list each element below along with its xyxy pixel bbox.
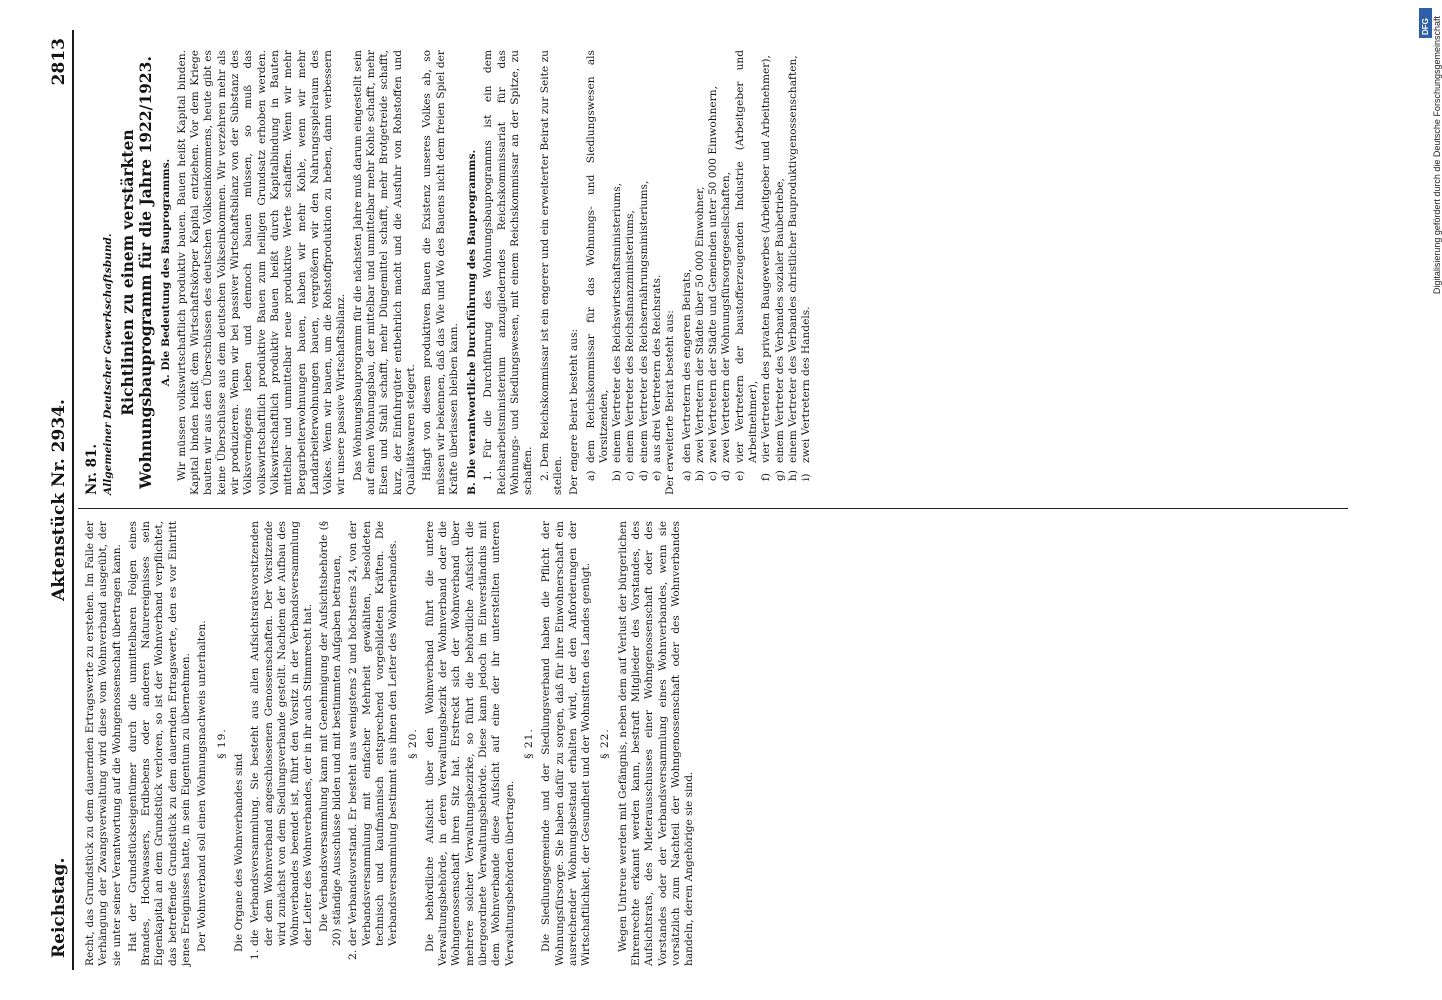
page-number: 2813 bbox=[48, 38, 69, 86]
list-label: a) bbox=[680, 470, 693, 481]
paragraph: Hängt von diesem produktiven Bauen die Existenz unseres Volkes ab, so müssen wir bekennen, daß das Wie und Wo des Bauens nicht dem freien Spiel der Kräfte überlassen bleiben kann. bbox=[421, 50, 460, 495]
paragraph: Das Wohnungsbauprogramm für die nächsten Jahre muß darum eingestellt sein auf einen Wohnungsbau, der mittelbar und unmittelbar mehr Kohle schafft, mehr Eisen und Stahl schafft, mehr Düngemittel schafft, mehr Brotgetreide schafft, kurz, der Einfuhrgüter entbehrlich macht und die Ausfuhr von Rohstoffen und Qualitätswaren steigert. bbox=[351, 50, 417, 495]
list-intro: Der engere Beirat besteht aus: bbox=[568, 328, 581, 495]
engerer-beirat-list bbox=[585, 50, 665, 495]
list-item bbox=[734, 50, 761, 495]
sidebar-strip bbox=[1418, 6, 1442, 966]
list-label: a) bbox=[584, 470, 597, 481]
list-item bbox=[651, 50, 664, 495]
list-label: e) bbox=[650, 470, 663, 481]
list-item bbox=[638, 50, 651, 495]
section-heading: § 19. bbox=[215, 728, 228, 759]
list-item bbox=[707, 50, 720, 495]
list-text: zwei Vertretern des Handels. bbox=[800, 306, 813, 463]
section-heading: B. Die verantwortliche Durchführung des Bauprogramms. bbox=[466, 149, 479, 495]
header-center: Aktenstück Nr. 2934. bbox=[48, 399, 69, 601]
list-item bbox=[611, 50, 624, 495]
list-text: aus drei Vertretern des Reichsrats. bbox=[650, 274, 663, 463]
list-label: d) bbox=[720, 470, 733, 481]
paragraph: Die Verbandsversammlung kann mit Genehmigung der Aufsichtsbehörde (§ 20) ständige Ausschüsse bilden und mit bestimmten Aufgaben betrauen, bbox=[317, 521, 344, 946]
list-item bbox=[624, 50, 637, 495]
organization-name: Allgemeiner Deutscher Gewerkschaftsbund. bbox=[102, 233, 115, 495]
list-label: 1. bbox=[249, 949, 262, 960]
paragraph: Wegen Untreue werden mit Gefängnis, neben dem auf Verlust der bürgerlichen Ehrenrechte erkannt werden kann, bestraft Mitglieder des Vorstandes, des Aufsichtsrats, des Mieterausschusses einer Wohngenossenschaft oder des Vorstandes oder der Verbandsversammlung eines Wohnverbandes, wenn sie vorsätzlich zum Nachteil der Wohngenossenschaft oder des Wohnverbandes handeln, deren Angehörige sie sind. bbox=[616, 521, 696, 966]
list-text: einem Vertreter des Reichsernährungsministeriums, bbox=[637, 180, 650, 463]
header-left: Reichstag. bbox=[48, 857, 69, 958]
paragraph: 1. Für die Durchführung des Wohnungsbauprogramms ist ein dem Reichsarbeitsministerium anzugliederndes Reichskommissariat für das Wohnungs- und Siedlungswesen, mit einem Reichskommissar an der Spitze, zu schaffen. bbox=[482, 50, 535, 495]
list-text: zwei Vertretern der Städte und Gemeinden unter 50 000 Einwohnern, bbox=[707, 86, 720, 463]
column-divider bbox=[78, 508, 1348, 509]
paragraph: Die Organe des Wohnverbandes sind bbox=[232, 753, 245, 952]
list-item bbox=[249, 521, 315, 966]
list-item bbox=[347, 521, 400, 966]
section-heading: § 22. bbox=[599, 728, 612, 759]
list-text: die Verbandsversammlung. Sie besteht aus allen Aufsichtsratsvorsitzenden der dem Wohnverband angeschlossenen Genossenschaften. Der Vorsitzende wird zunächst von dem Siedlungsverbande gestellt. Nachdem der Aufbau des Wohnverbandes beendet ist, führt den Vorsitz in der Verbandsversammlung der Leiter des Wohnverbandes, der in ihr auch Stimmrecht hat. bbox=[249, 521, 315, 946]
list-text: einem Vertreter des Verbandes sozialer Baubetriebe, bbox=[773, 178, 786, 463]
paragraph: Hat der Grundstückseigentümer durch die unmittelbaren Folgen eines Brandes, Hochwassers, Erdbebens oder anderen Naturereignisses sein Eigenkapital an dem Grundstück verloren, so ist der Wohnverband verpflichtet, das betreffende Grundstück zu dem dauernden Ertragswerte, den es vor Eintritt jenes Ereignisses hatte, in sein Eigentum zu übernehmen. bbox=[126, 521, 193, 966]
list-item bbox=[800, 50, 813, 495]
document-number: Nr. 81. bbox=[84, 443, 100, 495]
right-column bbox=[84, 50, 1349, 495]
list-item bbox=[681, 50, 694, 495]
list-item bbox=[787, 50, 800, 495]
list-item bbox=[774, 50, 787, 495]
running-header bbox=[32, 30, 74, 970]
list-text: zwei Vertretern der Städte über 50 000 Einwohner, bbox=[693, 186, 706, 463]
section-heading: § 20. bbox=[406, 728, 419, 759]
paragraph: Die behördliche Aufsicht über den Wohnverband führt die untere Verwaltungsbehörde, in deren Verwaltungsbezirk der Wohnverband oder die Wohngenossenschaft ihren Sitz hat. Erstreckt sich der Wohnverband über mehrere solcher Verwaltungsbezirke, so führt die behördliche Aufsicht die übergeordnete Verwaltungsbehörde. Diese kann jedoch im Einverständnis mit dem Wohnverbande diese Aufsicht auf eine der ihr unterstellten unteren Verwaltungsbehörden übertragen. bbox=[423, 521, 516, 966]
list-label: c) bbox=[707, 470, 720, 481]
paragraph: Recht, das Grundstück zu dem dauernden Ertragswerte zu erstehen. Im Falle der Verhängung der Zwangsverwaltung wird diese vom Wohnverband ausgeübt, der sie unter seiner Verantwortung auf die Wohngenossenschaft übertragen kann. bbox=[84, 521, 123, 966]
list-text: einem Vertreter des Reichswirtschaftsministeriums, bbox=[611, 182, 624, 463]
list-item bbox=[760, 50, 773, 495]
list-item bbox=[694, 50, 707, 495]
list-label: c) bbox=[624, 470, 637, 481]
list-text: den Vertretern des engeren Beirats, bbox=[680, 268, 693, 463]
list-label: i) bbox=[800, 473, 813, 481]
paragraph: 2. Dem Reichskommissar ist ein engerer und ein erweiterter Beirat zur Seite zu stellen. bbox=[538, 50, 564, 495]
list-text: vier Vertretern der baustofferzeugenden Industrie (Arbeitgeber und Arbeitnehmer), bbox=[733, 50, 760, 463]
list-item bbox=[585, 50, 612, 495]
paragraph: Wir müssen volkswirtschaftlich produktiv bauen. Bauen heißt Kapital binden. Kapital binden heißt dem Wirtschaftskörper Kapital entziehen. Vor dem Kriege bauten wir aus den Überschüssen des deutschen Volkseinkommens, heute gibt es keine Überschüsse aus dem deutschen Volkseinkommen. Wir verzehren mehr als wir produzieren. Wenn wir bei passiver Wirtschaftsbilanz von der Substanz des Volksvermögens leben und dennoch bauen müssen, so muß das volkswirtschaftlich produktive Bauen zum heiligen Grundsatz erhoben werden. Volkswirtschaftlich produktiv Bauen heißt durch Kapitalbindung in Bauten mittelbar und unmittelbar neue produktive Werte schaffen. Wenn wir mehr Bergarbeiterwohnungen bauen, haben wir mehr Kohle, wenn wir mehr Landarbeiterwohnungen bauen, vergrößern wir den Nahrungsspielraum des Volkes. Wenn wir bauen, um die Rohstoffproduktion zu heben, dann verbessern wir unsere passive Wirtschaftsbilanz. bbox=[175, 50, 348, 495]
section-heading: § 21. bbox=[522, 728, 535, 759]
list-intro: Der erweiterte Beirat besteht aus: bbox=[664, 310, 677, 495]
section-heading: A. Die Bedeutung des Bauprogramms. bbox=[159, 158, 172, 387]
list-text: zwei Vertretern der Wohnungsfürsorgegesellschaften, bbox=[720, 171, 733, 463]
list-item bbox=[720, 50, 733, 495]
left-column bbox=[84, 521, 1349, 966]
list-label: f) bbox=[760, 472, 773, 481]
paragraph: Die Siedlungsgemeinde und der Siedlungsverband haben die Pflicht der Wohnungsfürsorge. Sie haben dafür zu sorgen, daß für ihre Einwohnerschaft ein ausreichender Wohnungsbestand erhalten wird, der den Anforderungen der Wirtschaftlichkeit, der Gesundheit und der Wohnsitten des Landes genügt. bbox=[540, 521, 593, 966]
document-page bbox=[32, 30, 1362, 970]
list-label: e) bbox=[733, 470, 746, 481]
list-label: d) bbox=[637, 470, 650, 481]
dfg-logo: DFG bbox=[1419, 8, 1432, 38]
funding-note: Digitalisierung gefördert durch die Deutsche Forschungsgemeinschaft bbox=[1432, 16, 1442, 295]
list-text: vier Vertretern des privaten Baugewerbes (Arbeitgeber und Arbeitnehmer), bbox=[760, 55, 773, 463]
list-text: der Verbandsvorstand. Er besteht aus wenigstens 2 und höchstens 24, von der Verbandsversammlung mit einfacher Mehrheit gewählten, besoldeten technisch und kaufmännisch entsprechend vorgebildeten Kräften. Die Verbandsversammlung bestimmt aus ihnen den Leiter des Wohnverbandes. bbox=[347, 521, 400, 946]
list-label: h) bbox=[786, 470, 799, 481]
list-label: b) bbox=[693, 470, 706, 481]
list-label: b) bbox=[611, 470, 624, 481]
list-text: einem Vertreter des Reichsfinanzministeriums, bbox=[624, 210, 637, 463]
list-label: 2. bbox=[347, 949, 360, 960]
paragraph: Der Wohnverband soll einen Wohnungsnachweis unterhalten. bbox=[196, 620, 209, 952]
document-title: Richtlinien zu einem verstärkten Wohnungsbauprogramm für die Jahre 1922/1923. bbox=[117, 56, 155, 489]
list-text: dem Reichskommissar für das Wohnungs- und Siedlungswesen als Vorsitzenden, bbox=[584, 50, 610, 463]
list-text: einem Vertreter des Verbandes christlicher Bauproduktivgenossenschaften, bbox=[786, 55, 799, 463]
list-label: g) bbox=[773, 470, 786, 481]
erweiterter-beirat-list bbox=[681, 50, 814, 495]
